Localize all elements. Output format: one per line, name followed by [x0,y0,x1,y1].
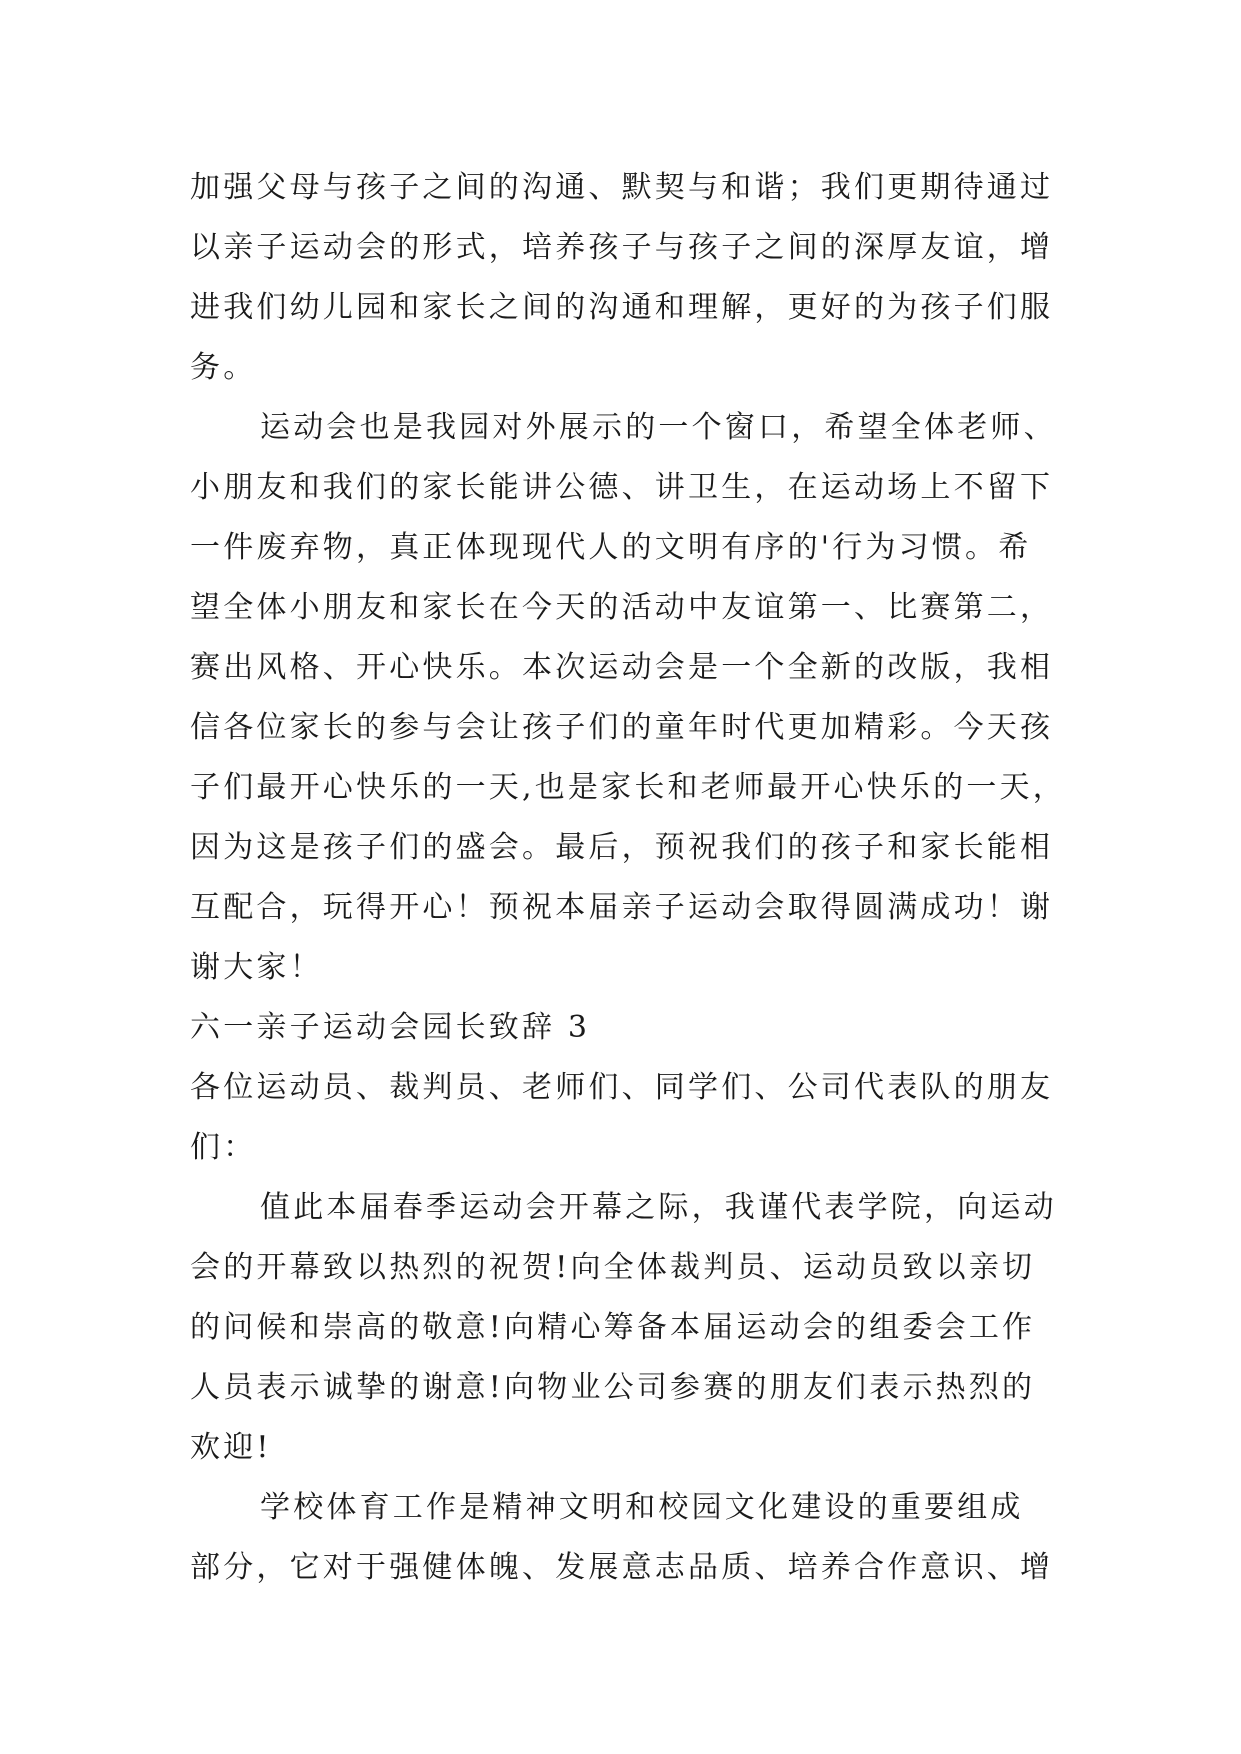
text-line: 谢大家！ [190,950,323,985]
text-line: 各位运动员、裁判员、老师们、同学们、公司代表队的朋友 [190,1070,1054,1105]
text-line: 以亲子运动会的形式，培养孩子与孩子之间的深厚友谊，增 [190,230,1054,265]
text-line: 人员表示诚挚的谢意!向物业公司参赛的朋友们表示热烈的 [190,1370,1036,1405]
document-body [190,158,1070,1598]
text-line: 加强父母与孩子之间的沟通、默契与和谐；我们更期待通过 [190,170,1054,205]
text-line: 信各位家长的参与会让孩子们的童年时代更加精彩。今天孩 [190,710,1054,745]
text-line: 子们最开心快乐的一天,也是家长和老师最开心快乐的一天， [190,770,1066,805]
text-line: 进我们幼儿园和家长之间的沟通和理解，更好的为孩子们服 [190,290,1054,325]
text-line: 六一亲子运动会园长致辞 3 [190,1010,591,1045]
text-line: 学校体育工作是精神文明和校园文化建设的重要组成 [260,1490,1024,1525]
text-line: 务。 [190,350,257,385]
text-line: 运动会也是我园对外展示的一个窗口，希望全体老师、 [260,410,1057,445]
text-line: 因为这是孩子们的盛会。最后，预祝我们的孩子和家长能相 [190,830,1054,865]
text-line: 欢迎! [190,1430,272,1465]
text-line: 值此本届春季运动会开幕之际，我谨代表学院，向运动 [260,1190,1057,1225]
text-line: 小朋友和我们的家长能讲公德、讲卫生，在运动场上不留下 [190,470,1054,505]
text-line: 会的开幕致以热烈的祝贺!向全体裁判员、运动员致以亲切 [190,1250,1036,1285]
text-line: 望全体小朋友和家长在今天的活动中友谊第一、比赛第二， [190,590,1054,625]
text-line: 们： [190,1130,257,1165]
text-line: 赛出风格、开心快乐。本次运动会是一个全新的改版，我相 [190,650,1054,685]
text-line: 的问候和崇高的敬意!向精心筹备本届运动会的组委会工作 [190,1310,1036,1345]
text-line: 一件废弃物，真正体现现代人的文明有序的'行为习惯。希 [190,530,1032,565]
text-line: 部分，它对于强健体魄、发展意志品质、培养合作意识、增 [190,1550,1054,1585]
text-line: 互配合，玩得开心！预祝本届亲子运动会取得圆满成功！谢 [190,890,1054,925]
